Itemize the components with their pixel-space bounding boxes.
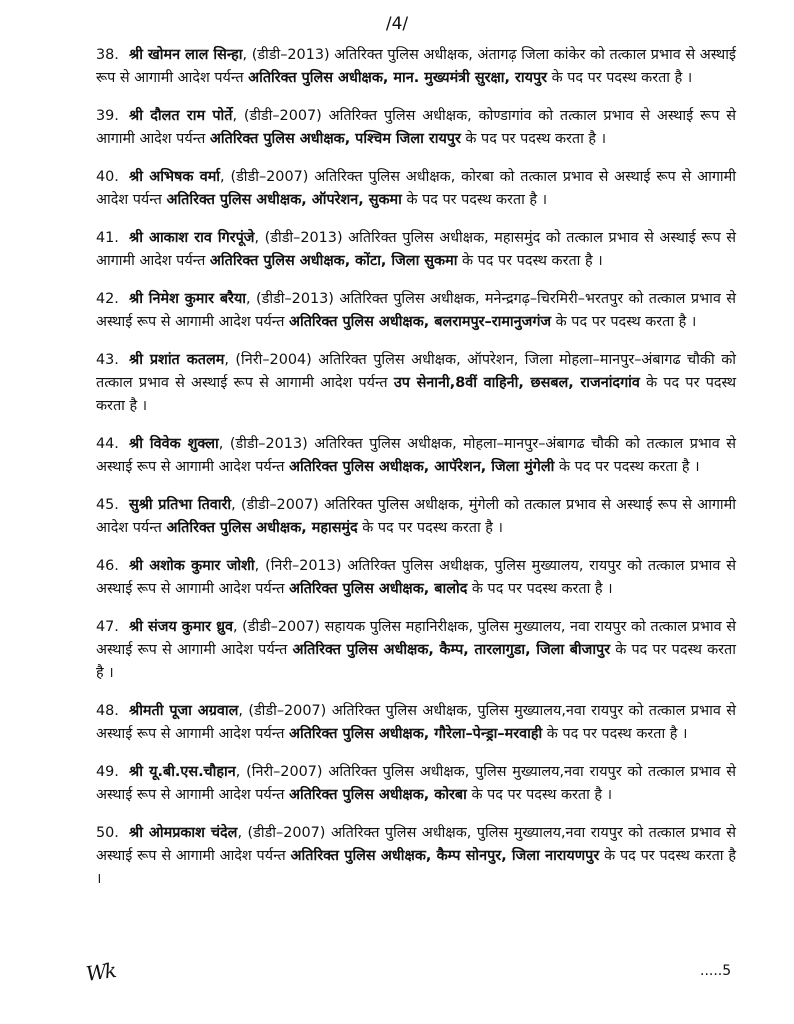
new-posting: अतिरिक्त पुलिस अधीक्षक, कोंटा, जिला सुकमा bbox=[209, 253, 458, 269]
entry-text: , (निरी–2004) अतिरिक्त पुलिस अधीक्षक, ऑपरेशन, जिला मोहला–मानपुर–अंबागढ चौकी को तत्काल प्रभाव से अस्थाई रूप से आगामी आदेश पर्यन्त bbox=[96, 352, 736, 391]
order-entry-40 bbox=[96, 166, 736, 212]
officer-name: श्री विवेक शुक्ला bbox=[129, 436, 219, 452]
entry-text: , (निरी–2013) अतिरिक्त पुलिस अधीक्षक, पुलिस मुख्यालय, रायपुर को तत्काल प्रभाव से अस्थाई रूप से आगामी आदेश पर्यन्त bbox=[96, 558, 736, 597]
officer-name: श्री संजय कुमार ध्रुव bbox=[129, 619, 233, 635]
order-entry-44 bbox=[96, 433, 736, 479]
entry-suffix: के पद पर पदस्थ करता है । bbox=[457, 253, 603, 269]
order-entry-41 bbox=[96, 227, 736, 273]
order-entry-39 bbox=[96, 105, 736, 151]
entry-text: , (डीडी–2007) अतिरिक्त पुलिस अधीक्षक, मुंगेली को तत्काल प्रभाव से अस्थाई रूप से आगामी आदेश पर्यन्त bbox=[96, 497, 736, 536]
entry-suffix: के पद पर पदस्थ करता है । bbox=[357, 520, 503, 536]
new-posting: अतिरिक्त पुलिस अधीक्षक, मान. मुख्यमंत्री सुरक्षा, रायपुर bbox=[248, 70, 548, 86]
entry-number: 40. bbox=[96, 169, 119, 185]
entry-suffix: के पद पर पदस्थ करता है । bbox=[96, 848, 736, 887]
entry-suffix: के पद पर पदस्थ करता है । bbox=[96, 642, 736, 681]
order-entry-43 bbox=[96, 349, 736, 418]
entry-text: , (डीडी–2007) अतिरिक्त पुलिस अधीक्षक, पुलिस मुख्यालय,नवा रायपुर को तत्काल प्रभाव से अस्थाई रूप से आगामी आदेश पर्यन्त bbox=[96, 825, 736, 864]
entry-number: 46. bbox=[96, 558, 119, 574]
entry-number: 45. bbox=[96, 497, 119, 513]
officer-name: श्री प्रशांत कतलम bbox=[129, 352, 225, 368]
entry-text: , (डीडी–2007) अतिरिक्त पुलिस अधीक्षक, कोण्डागांव को तत्काल प्रभाव से अस्थाई रूप से आगामी आदेश पर्यन्त bbox=[96, 108, 736, 147]
new-posting: अतिरिक्त पुलिस अधीक्षक, पश्चिम जिला रायपुर bbox=[209, 131, 461, 147]
new-posting: अतिरिक्त पुलिस अधीक्षक, बालोद bbox=[288, 581, 468, 597]
entry-number: 42. bbox=[96, 291, 119, 307]
entry-number: 41. bbox=[96, 230, 119, 246]
entry-suffix: के पद पर पदस्थ करता है । bbox=[554, 459, 700, 475]
new-posting: अतिरिक्त पुलिस अधीक्षक, कैम्प सोनपुर, जिला नारायणपुर bbox=[290, 848, 600, 864]
entry-suffix: के पद पर पदस्थ करता है । bbox=[401, 192, 548, 208]
officer-name: श्री आकाश राव गिरपूंजे bbox=[129, 230, 255, 246]
new-posting: अतिरिक्त पुलिस अधीक्षक, महासमुंद bbox=[166, 520, 358, 536]
new-posting: अतिरिक्त पुलिस अधीक्षक, आपॅरेशन, जिला मुंगेली bbox=[288, 459, 555, 475]
continue-marker: .....5 bbox=[700, 963, 732, 979]
order-entry-38 bbox=[96, 44, 736, 90]
officer-name: श्री निमेश कुमार बरैया bbox=[129, 291, 247, 307]
order-entry-42 bbox=[96, 288, 736, 334]
officer-name: श्री अशोक कुमार जोशी bbox=[129, 558, 255, 574]
entry-suffix: के पद पर पदस्थ करता है । bbox=[467, 581, 613, 597]
entry-number: 48. bbox=[96, 703, 119, 719]
officer-name: सुश्री प्रतिभा तिवारी bbox=[129, 497, 232, 513]
entry-number: 43. bbox=[96, 352, 119, 368]
new-posting: अतिरिक्त पुलिस अधीक्षक, कोरबा bbox=[288, 787, 467, 803]
entry-text: , (डीडी–2013) अतिरिक्त पुलिस अधीक्षक, मनेन्द्रगढ़–चिरमिरी–भरतपुर को तत्काल प्रभाव से अस्थाई रूप से आगामी आदेश पर्यन्त bbox=[96, 291, 737, 330]
order-entry-48 bbox=[96, 700, 736, 746]
entry-number: 38. bbox=[96, 47, 119, 63]
entry-text: , (डीडी–2013) अतिरिक्त पुलिस अधीक्षक, महासमुंद को तत्काल प्रभाव से अस्थाई रूप से आगामी आदेश पर्यन्त bbox=[96, 230, 736, 269]
entry-text: , (डीडी–2007) सहायक पुलिस महानिरीक्षक, पुलिस मुख्यालय, नवा रायपुर को तत्काल प्रभाव से अस्थाई रूप से आगामी आदेश पर्यन्त bbox=[96, 619, 736, 658]
entry-suffix: के पद पर पदस्थ करता है । bbox=[466, 787, 613, 803]
entry-text: , (डीडी–2013) अतिरिक्त पुलिस अधीक्षक, मोहला–मानपुर–अंबागढ चौकी को तत्काल प्रभाव से अस्थाई रूप से आगामी आदेश पर्यन्त bbox=[96, 436, 736, 475]
entry-number: 50. bbox=[96, 825, 119, 841]
handwritten-initials: Wk bbox=[84, 958, 117, 986]
entry-suffix: के पद पर पदस्थ करता है । bbox=[551, 314, 697, 330]
entry-suffix: के पद पर पदस्थ करता है । bbox=[96, 375, 737, 414]
entry-suffix: के पद पर पदस्थ करता है । bbox=[542, 726, 688, 742]
entry-number: 49. bbox=[96, 764, 119, 780]
entry-suffix: के पद पर पदस्थ करता है । bbox=[547, 70, 693, 86]
officer-name: श्री दौलत राम पोर्ते bbox=[129, 108, 233, 124]
order-entry-50 bbox=[96, 822, 736, 891]
officer-name: श्री खोमन लाल सिन्हा bbox=[129, 47, 243, 63]
entry-number: 39. bbox=[96, 108, 119, 124]
page-number: /4/ bbox=[385, 14, 409, 34]
new-posting: अतिरिक्त पुलिस अधीक्षक, गौरेला–पेन्ड्रा–मरवाही bbox=[288, 726, 543, 742]
order-entries bbox=[96, 44, 736, 906]
entry-text: , (डीडी–2007) अतिरिक्त पुलिस अधीक्षक, कोरबा को तत्काल प्रभाव से अस्थाई रूप से आगामी आदेश पर्यन्त bbox=[96, 169, 736, 208]
new-posting: अतिरिक्त पुलिस अधीक्षक, ऑपरेशन, सुकमा bbox=[166, 192, 402, 208]
new-posting: अतिरिक्त पुलिस अधीक्षक, बलरामपुर–रामानुजगंज bbox=[288, 314, 552, 330]
officer-name: श्री अभिषक वर्मा bbox=[129, 169, 221, 185]
entry-text: , (डीडी–2013) अतिरिक्त पुलिस अधीक्षक, अंतागढ़ जिला कांकेर को तत्काल प्रभाव से अस्थाई रूप से आगामी आदेश पर्यन्त bbox=[96, 47, 736, 86]
new-posting: उप सेनानी,8वीं वाहिनी, छसबल, राजनांदगांव bbox=[393, 375, 640, 391]
entry-text: , (डीडी–2007) अतिरिक्त पुलिस अधीक्षक, पुलिस मुख्यालय,नवा रायपुर को तत्काल प्रभाव से अस्थाई रूप से आगामी आदेश पर्यन्त bbox=[96, 703, 736, 742]
entry-text: , (निरी–2007) अतिरिक्त पुलिस अधीक्षक, पुलिस मुख्यालय,नवा रायपुर को तत्काल प्रभाव से अस्थाई रूप से आगामी आदेश पर्यन्त bbox=[96, 764, 736, 803]
officer-name: श्री यू.बी.एस.चौहान bbox=[129, 764, 236, 780]
entry-suffix: के पद पर पदस्थ करता है । bbox=[460, 131, 607, 147]
order-entry-45 bbox=[96, 494, 736, 540]
entry-number: 44. bbox=[96, 436, 119, 452]
order-entry-46 bbox=[96, 555, 736, 601]
entry-number: 47. bbox=[96, 619, 119, 635]
order-entry-47 bbox=[96, 616, 736, 685]
order-entry-49 bbox=[96, 761, 736, 807]
officer-name: श्री ओमप्रकाश चंदेल bbox=[129, 825, 238, 841]
officer-name: श्रीमती पूजा अग्रवाल bbox=[129, 703, 239, 719]
new-posting: अतिरिक्त पुलिस अधीक्षक, कैम्प, तारलागुडा, जिला बीजापुर bbox=[292, 642, 611, 658]
